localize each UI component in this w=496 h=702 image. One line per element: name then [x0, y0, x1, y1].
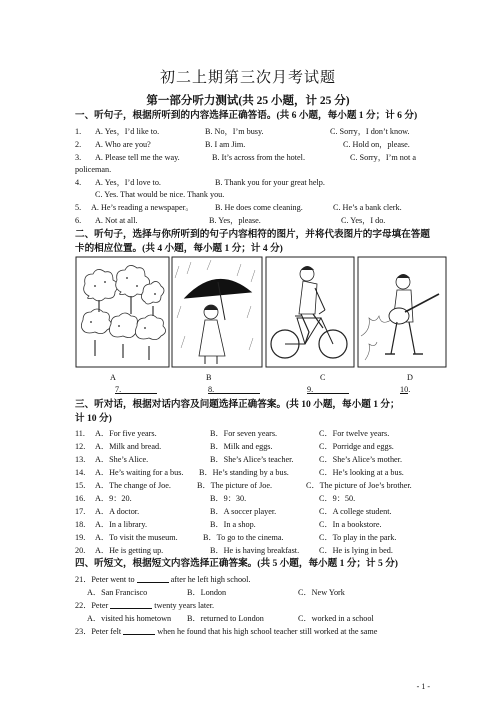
picture-a-snowy-trees	[75, 256, 170, 368]
section-2-heading: 二、听句子，选择与你所听到的句子内容相符的图片，并将代表图片的字母填在答题 卡的相应位置。(共 4 小题，每小题 1 分；计 4 分)	[75, 229, 430, 254]
blank-8-label: 8.	[208, 385, 215, 394]
option-c: C. Yes，I do.	[341, 216, 386, 225]
option-b: B. Thank you for your great help.	[215, 178, 325, 187]
option-a: A. Not at all.	[95, 216, 138, 225]
answer-blank-8[interactable]	[208, 385, 260, 394]
letter-b: B	[206, 373, 212, 382]
blank-10-label: 10.	[400, 385, 411, 394]
option-c: C. Sorry，I’m not a	[350, 153, 416, 162]
option-c: C. Hold on，please.	[343, 140, 410, 149]
part-title: 第一部分听力测试(共 25 小题，计 25 分)	[146, 95, 350, 107]
blank-7-label: 7.	[115, 385, 122, 394]
option-b: B. It’s across from the hotel.	[212, 153, 306, 162]
option-b: B. Yes，please.	[209, 216, 261, 225]
picture-b-girl-umbrella-rain	[171, 256, 263, 368]
option-a: A. He’s reading a newspaper。	[91, 203, 194, 212]
blank-9-label: 9.	[307, 385, 314, 394]
answer-blank-7[interactable]	[115, 385, 157, 394]
option-c: C. Sorry，I don’t know.	[330, 127, 410, 136]
question-number: 6.	[75, 216, 82, 225]
option-a: A. Please tell me the way.	[95, 153, 180, 162]
picture-row	[75, 256, 447, 370]
answer-blank-10[interactable]	[400, 385, 411, 394]
option-b: B. He does come cleaning.	[215, 203, 303, 212]
answer-blank-21[interactable]	[137, 574, 169, 583]
letter-a: A	[110, 373, 116, 382]
option-b: B. No，I’m busy.	[205, 127, 264, 136]
picture-c-man-riding-bicycle	[265, 256, 355, 368]
picture-d-man-playing-guitar	[357, 256, 447, 368]
option-a: A. Yes，I’d love to.	[95, 178, 161, 187]
section-4-heading: 四、听短文，根据短文内容选择正确答案。(共 5 小题，每小题 1 分；计 5 分)	[75, 558, 398, 569]
question-number: 1.	[75, 127, 82, 136]
section-3-heading: 三、听对话，根据对话内容及问题选择正确答案。(共 10 小题，每小题 1 分； 计 10 分)	[75, 399, 400, 424]
option-c: C. He’s a bank clerk.	[333, 203, 402, 212]
question-number: 2.	[75, 140, 82, 149]
option-b: B. I am Jim.	[205, 140, 246, 149]
option-a: A. Yes，I’d like to.	[95, 127, 160, 136]
question-number: 5.	[75, 203, 82, 212]
page-number: - 1 -	[416, 682, 430, 691]
page-title: 初二上期第三次月考试题	[159, 70, 336, 86]
question-number: 4.	[75, 178, 82, 187]
answer-blank-22[interactable]	[110, 600, 152, 609]
answer-blank-9[interactable]	[307, 385, 349, 394]
option-a: A. Who are you?	[95, 140, 151, 149]
letter-d: D	[407, 373, 413, 382]
question-number: 3.	[75, 153, 82, 162]
letter-c: C	[320, 373, 326, 382]
section-1-heading: 一、听句子，根据所听到的内容选择正确答语。(共 6 小题，每小题 1 分；计 6 分)	[75, 110, 418, 121]
answer-blank-23[interactable]	[123, 626, 155, 635]
